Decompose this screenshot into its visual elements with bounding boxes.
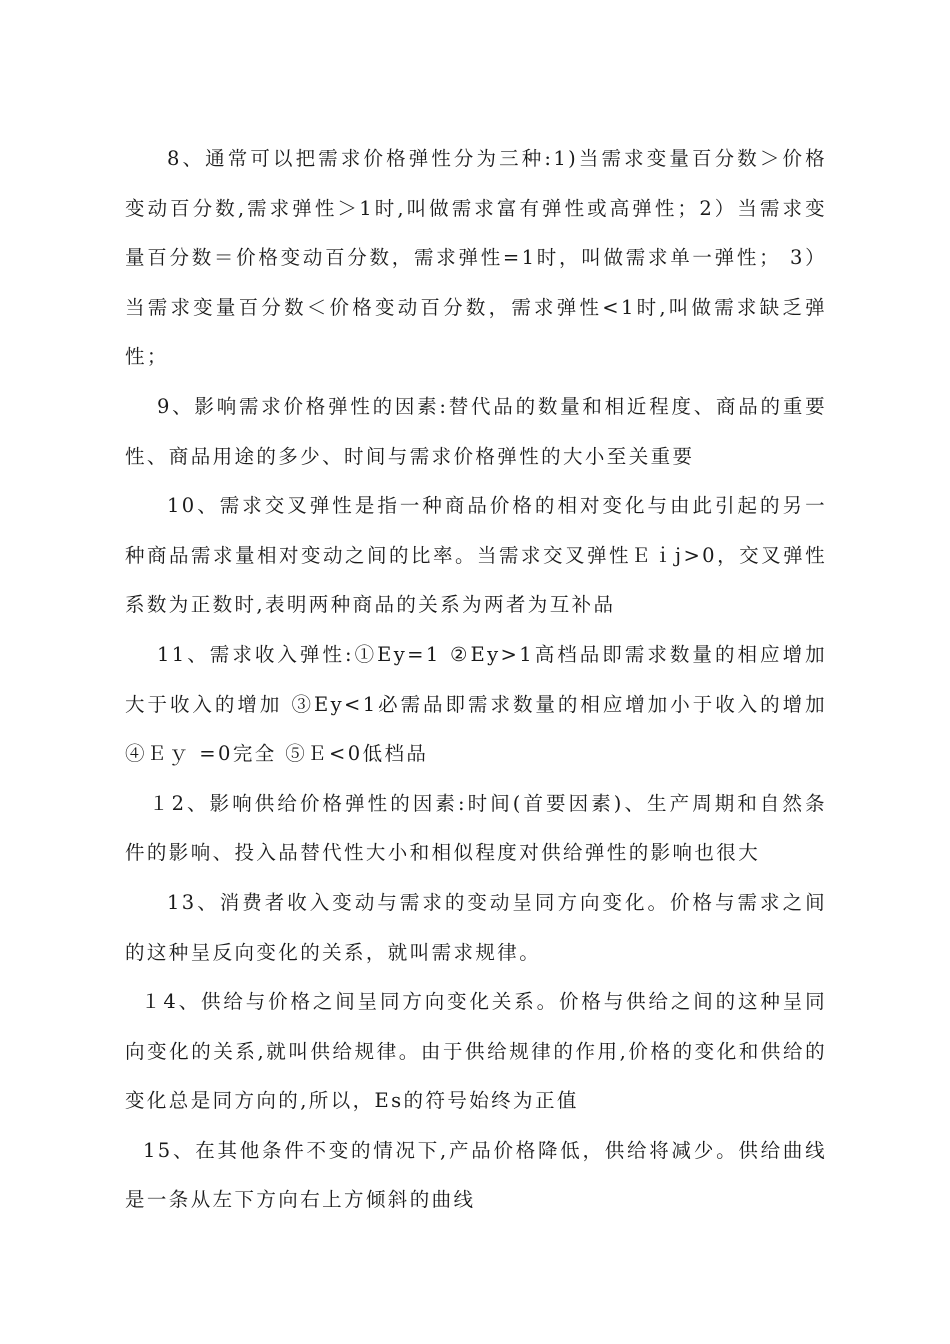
paragraph-13: 13、消费者收入变动与需求的变动呈同方向变化。价格与需求之间的这种呈反向变化的关系，就叫需求规律。 xyxy=(125,890,827,964)
paragraph-10: 10、需求交叉弹性是指一种商品价格的相对变化与由此引起的另一种商品需求量相对变动之间的比率。当需求交叉弹性Ｅｉj>0，交叉弹性系数为正数时,表明两种商品的关系为两者为互补品 xyxy=(125,494,827,617)
document-body xyxy=(125,134,827,1225)
paragraph-12: １2、影响供给价格弹性的因素:时间(首要因素)、生产周期和自然条件的影响、投入品替代性大小和相似程度对供给弹性的影响也很大 xyxy=(125,791,827,865)
paragraph-11: 11、需求收入弹性:①Ey=1 ②Ey>1高档品即需求数量的相应增加大于收入的增加 ③Ey<1必需品即需求数量的相应增加小于收入的增加 ④Ｅｙ =0完全 ⑤Ｅ<0低档品 xyxy=(125,642,827,766)
paragraph-8: 8、通常可以把需求价格弹性分为三种:1)当需求变量百分数＞价格变动百分数,需求弹性＞1时,叫做需求富有弹性或高弹性；2）当需求变量百分数＝价格变动百分数，需求弹性=1时，叫做需求单一弹性； 3）当需求变量百分数＜价格变动百分数，需求弹性<1时,叫做需求缺乏弹性； xyxy=(125,147,827,369)
paragraph-15: 15、在其他条件不变的情况下,产品价格降低，供给将减少。供给曲线是一条从左下方向右上方倾斜的曲线 xyxy=(125,1138,827,1212)
paragraph-14: １4、供给与价格之间呈同方向变化关系。价格与供给之间的这种呈同向变化的关系,就叫供给规律。由于供给规律的作用,价格的变化和供给的变化总是同方向的,所以，Es的符号始终为正值 xyxy=(125,990,827,1113)
paragraph-9: 9、影响需求价格弹性的因素:替代品的数量和相近程度、商品的重要性、商品用途的多少、时间与需求价格弹性的大小至关重要 xyxy=(125,394,827,468)
